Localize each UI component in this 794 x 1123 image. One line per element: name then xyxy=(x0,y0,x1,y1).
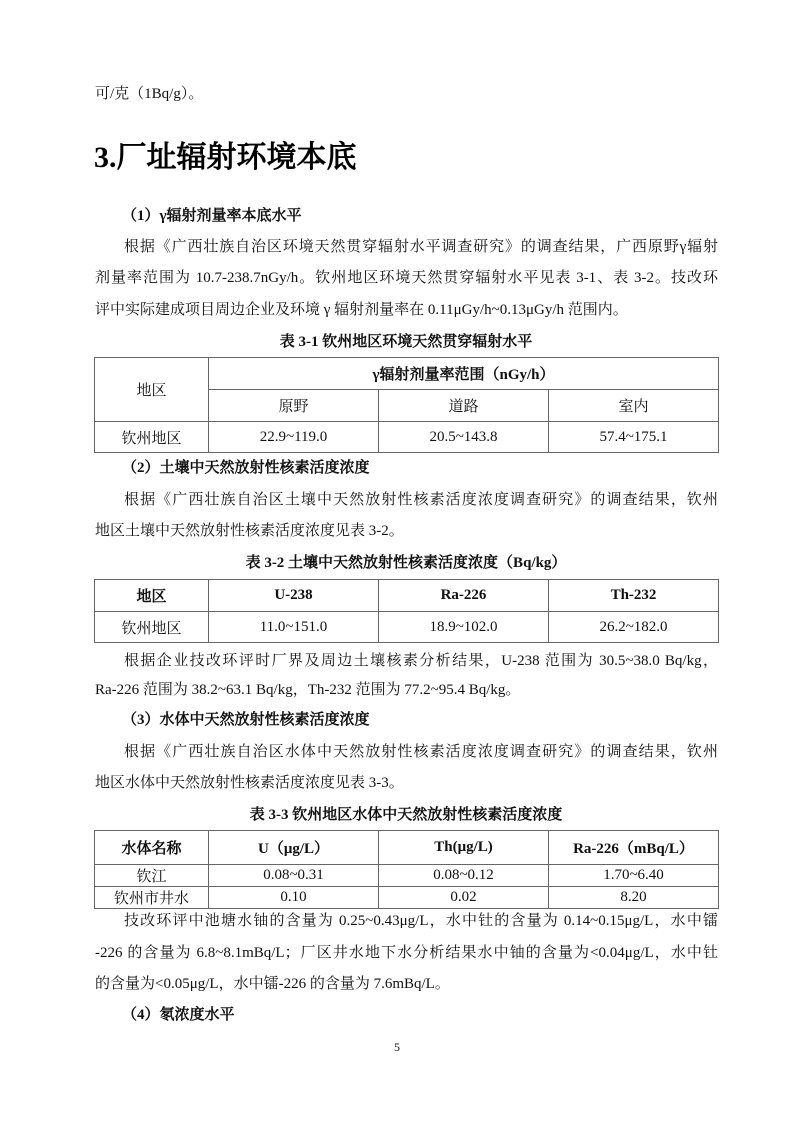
table-cell: 钦江 xyxy=(95,865,209,887)
paragraph-line: 技改环评中池塘水铀的含量为 0.25~0.43μg/L，水中钍的含量为 0.14~0.15μg/L，水中镭 xyxy=(124,913,718,929)
header-cell: Th(μg/L) xyxy=(379,831,549,865)
paragraph-line: 评中实际建成项目周边企业及环境 γ 辐射剂量率在 0.11μGy/h~0.13μGy/h 范围内。 xyxy=(95,302,628,318)
table-cell: 18.9~102.0 xyxy=(379,612,549,643)
table-cell: 0.02 xyxy=(379,887,549,909)
header-cell: 原野 xyxy=(209,390,379,422)
table-row xyxy=(95,422,719,453)
table-cell: 11.0~151.0 xyxy=(209,612,379,643)
header-cell: 室内 xyxy=(549,390,719,422)
header-cell: 地区 xyxy=(95,580,209,612)
table-cell: 0.08~0.12 xyxy=(379,865,549,887)
table-cell: 22.9~119.0 xyxy=(209,422,379,453)
subsection-heading-gamma: （1）γ辐射剂量率本底水平 xyxy=(122,208,302,224)
table-cell: 1.70~6.40 xyxy=(549,865,719,887)
paragraph-line: 的含量为<0.05μg/L，水中镭-226 的含量为 7.6mBq/L。 xyxy=(95,976,450,992)
table-caption-3-2: 表 3-2 土壤中天然放射性核素活度浓度（Bq/kg） xyxy=(245,555,567,571)
paragraph-line: 根据《广西壮族自治区土壤中天然放射性核素活度浓度调查研究》的调查结果，钦州 xyxy=(124,492,718,508)
table-row xyxy=(95,865,719,887)
header-cell: 水体名称 xyxy=(95,831,209,865)
paragraph-line: 根据《广西壮族自治区环境天然贯穿辐射水平调查研究》的调查结果，广西原野γ辐射 xyxy=(124,239,718,255)
paragraph-line: 根据企业技改环评时厂界及周边土壤核素分析结果，U-238 范围为 30.5~38.0 Bq/kg， xyxy=(124,653,718,669)
page-number: 5 xyxy=(394,1040,400,1054)
table-3-2 xyxy=(94,579,719,643)
subsection-heading-water: （3）水体中天然放射性核素活度浓度 xyxy=(122,712,370,728)
table-cell: 钦州市井水 xyxy=(95,887,209,909)
table-cell: 20.5~143.8 xyxy=(379,422,549,453)
table-3-3 xyxy=(94,830,719,909)
table-caption-3-1: 表 3-1 钦州地区环境天然贯穿辐射水平 xyxy=(279,334,533,350)
paragraph-line: 地区土壤中天然放射性核素活度浓度见表 3-2。 xyxy=(95,523,404,539)
header-cell: 道路 xyxy=(379,390,549,422)
table-header-row xyxy=(95,831,719,865)
table-cell: 钦州地区 xyxy=(95,612,209,643)
header-cell: Ra-226 xyxy=(379,580,549,612)
paragraph-line: 剂量率范围为 10.7-238.7nGy/h。钦州地区环境天然贯穿辐射水平见表 3-1、表 3-2。技改环 xyxy=(95,270,718,286)
paragraph-line: 地区水体中天然放射性核素活度浓度见表 3-3。 xyxy=(95,775,404,791)
table-header-row xyxy=(95,580,719,612)
table-cell: 0.08~0.31 xyxy=(209,865,379,887)
table-cell: 钦州地区 xyxy=(95,422,209,453)
table-row xyxy=(95,612,719,643)
table-cell: 8.20 xyxy=(549,887,719,909)
header-cell-region: 地区 xyxy=(95,358,209,422)
paragraph-line: Ra-226 范围为 38.2~63.1 Bq/kg，Th-232 范围为 77.2~95.4 Bq/kg。 xyxy=(95,682,521,698)
table-cell: 57.4~175.1 xyxy=(549,422,719,453)
section-title: 3.厂址辐射环境本底 xyxy=(94,141,357,174)
header-cell: U-238 xyxy=(209,580,379,612)
header-cell: U（μg/L） xyxy=(209,831,379,865)
subsection-heading-soil: （2）土壤中天然放射性核素活度浓度 xyxy=(122,460,370,476)
header-cell: Ra-226（mBq/L） xyxy=(549,831,719,865)
paragraph-line: -226 的含量为 6.8~8.1mBq/L；厂区井水地下水分析结果水中铀的含量为<0.04μg/L，水中钍 xyxy=(95,945,718,961)
carryover-line: 可/克（1Bq/g）。 xyxy=(95,86,204,102)
paragraph-line: 根据《广西壮族自治区水体中天然放射性核素活度浓度调查研究》的调查结果，钦州 xyxy=(124,744,718,760)
subsection-heading-radon: （4）氡浓度水平 xyxy=(122,1007,235,1023)
table-cell: 0.10 xyxy=(209,887,379,909)
table-3-1 xyxy=(94,357,719,453)
table-header-row xyxy=(95,358,719,390)
header-cell-group: γ辐射剂量率范围（nGy/h） xyxy=(209,358,719,390)
table-caption-3-3: 表 3-3 钦州地区水体中天然放射性核素活度浓度 xyxy=(249,807,563,823)
header-cell: Th-232 xyxy=(549,580,719,612)
table-cell: 26.2~182.0 xyxy=(549,612,719,643)
